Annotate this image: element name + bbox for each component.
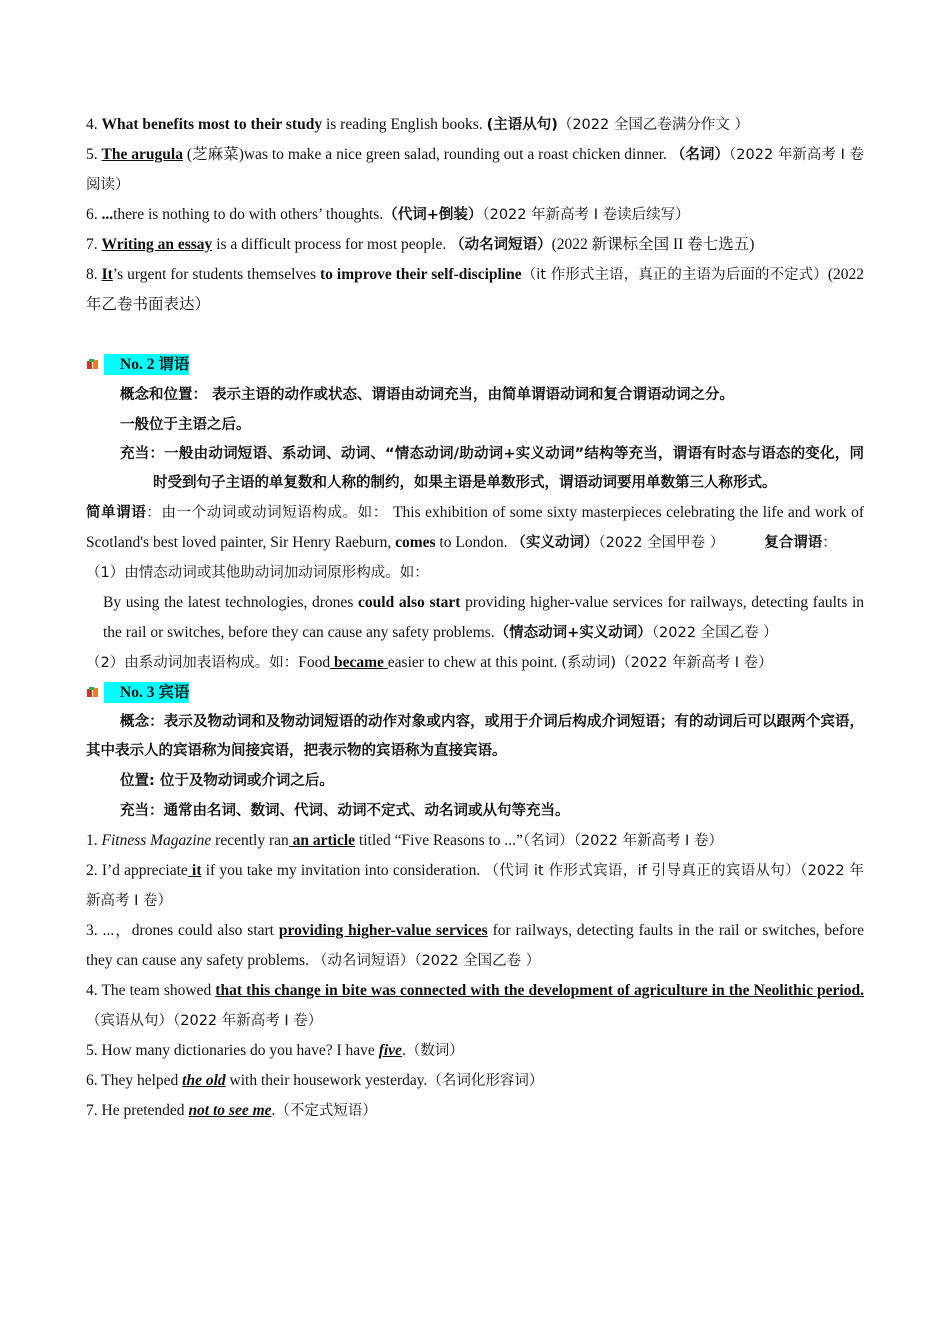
example-subject-4: 4. What benefits most to their study is reading English books. (主语从句)（2022 全国乙卷满分作文 ） <box>86 116 749 133</box>
example-subject-5: 5. The arugula (芝麻菜)was to make a nice green salad, rounding out a roast chicken dinner. （名词）（2022 年新高考 I 卷阅读） <box>86 146 865 193</box>
compound-predicate-1-example: By using the latest technologies, drones could also start providing higher-value services for railways, detecting faults in the rail or switches, before they can cause any safety problems.（情态动词+实义动词）（2022 全国乙卷 ） <box>103 594 864 641</box>
predicate-position: 一般位于主语之后。 <box>120 417 251 433</box>
example-object-4: 4. The team showed that this change in bite was connected with the development of agriculture in the Neolithic period. （宾语从句）（2022 年新高考 I 卷） <box>86 982 864 1029</box>
object-filling: 充当：通常由名词、数词、代词、动词不定式、动名词或从句等充当。 <box>120 803 570 819</box>
compound-predicate-1-intro: （1）由情态动词或其他助动词加动词原形构成。如： <box>86 565 429 581</box>
example-object-2: 2. I’d appreciate it if you take my invitation into consideration. （代词 it 作形式宾语，if 引导真正的宾语从句）（2022 年新高考 I 卷） <box>86 862 864 909</box>
section-title: No. 2 谓语 <box>104 354 189 375</box>
section-heading-predicate <box>86 350 864 380</box>
predicate-concept: 概念和位置： 表示主语的动作或状态、谓语由动词充当，由简单谓语动词和复合谓语动词之分。 <box>120 387 735 403</box>
example-object-6: 6. They helped the old with their housework yesterday.（名词化形容词） <box>86 1072 544 1089</box>
book-icon <box>86 351 100 363</box>
example-object-1: 1. Fitness Magazine recently ran an article titled “Five Reasons to ...”（名词）（2022 年新高考 I 卷） <box>86 832 723 849</box>
section-heading-object <box>86 678 864 708</box>
document-page <box>86 110 864 1126</box>
example-object-3: 3. ...，drones could also start providing higher-value services for railways, detecting faults in the rail or switches, before they can cause any safety problems. （动名词短语）（2022 全国乙卷 ） <box>86 922 865 969</box>
simple-predicate: 简单谓语：由一个动词或动词短语构成。如： This exhibition of some sixty masterpieces celebrating the life and work of Scotland's best loved painter, Sir Henry Raeburn, comes to London. （实义动词）（2022 全国甲卷 ） 复合谓语： <box>86 504 864 551</box>
book-icon <box>86 679 100 691</box>
example-subject-8: 8. It’s urgent for students themselves to improve their self-discipline（it 作形式主语，真正的主语为后面的不定式）(2022 年乙卷书面表达） <box>86 266 865 313</box>
section-title: No. 3 宾语 <box>104 682 189 703</box>
example-subject-6: 6. ...there is nothing to do with others’ thoughts.（代词+倒装）（2022 年新高考 I 卷读后续写） <box>86 206 690 223</box>
example-object-5: 5. How many dictionaries do you have? I have five.（数词） <box>86 1042 464 1059</box>
example-subject-7: 7. Writing an essay is a difficult process for most people. （动名词短语）(2022 新课标全国 II 卷七选五) <box>86 236 755 253</box>
predicate-filling: 充当：一般由动词短语、系动词、动词、“情态动词/助动词+实义动词”结构等充当，谓语有时态与语态的变化，同时受到句子主语的单复数和人称的制约，如果主语是单数形式，谓语动词要用单数第三人称形式。 <box>120 446 864 491</box>
object-concept: 概念：表示及物动词和及物动词短语的动作对象或内容，或用于介词后构成介词短语；有的动词后可以跟两个宾语，其中表示人的宾语称为间接宾语，把表示物的宾语称为直接宾语。 <box>86 714 864 759</box>
example-object-7: 7. He pretended not to see me.（不定式短语） <box>86 1102 377 1119</box>
compound-predicate-2: （2）由系动词加表语构成。如：Food became easier to chew at this point. (系动词)（2022 年新高考 I 卷） <box>86 654 773 671</box>
object-position: 位置: 位于及物动词或介词之后。 <box>120 773 334 789</box>
